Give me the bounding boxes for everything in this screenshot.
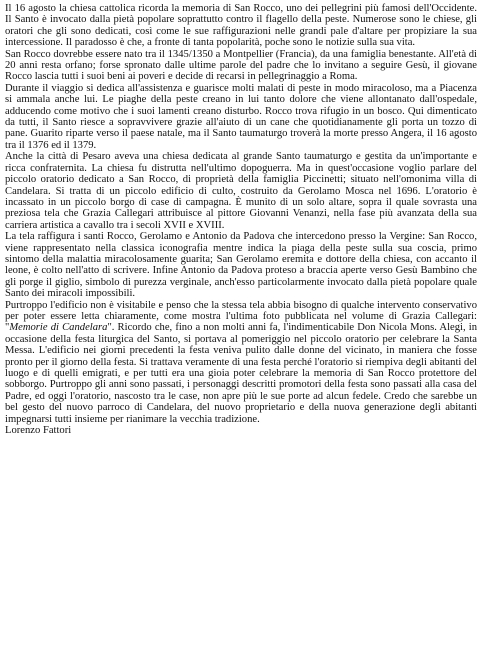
paragraph-journey: Durante il viaggio si dedica all'assistenza e guarisce molti malati di peste in modo miracoloso, ma a Piacenza si ammala anche lui. Le piaghe della peste creano in lui tanto dolore che viene allontanato dall'ospedale, adducendo come motivo che i suoi lamenti creano disturbo. Rocco trova rifugio in un bosco. Qui dimenticato da tutti, il Santo riesce a sopravvivere grazie all'aiuto di un cane che quotidianamente gli porta un tozzo di pane. Guarito riparte verso il paese natale, ma il Santo taumaturgo troverà la morte presso Angera, il 16 agosto tra il 1376 ed il 1379.	[5, 82, 477, 151]
paragraph-painting: La tela raffigura i santi Rocco, Gerolamo e Antonio da Padova che intercedono presso la Vergine: San Rocco, viene rappresentato nella classica iconografia mentre indica la piaga della peste sulla sua coscia, primo sintomo della malattia miracolosamente guarita; San Gerolamo eremita e dottore della chiesa, con accanto il leone, è colto nell'atto di scrivere. Infine Antonio da Padova proteso a braccia aperte verso Gesù Bambino che gli porge il giglio, simbolo di purezza verginale, anch'esso particolarmente invocato dalla pietà popolare quale Santo dei miracoli impossibili.	[5, 231, 477, 300]
tradition-text-end: ". Ricordo che, fino a non molti anni fa, l'indimenticabile Don Nicola Mons. Alegi, in occasione della festa liturgica del Santo, si portava al pomeriggio nel piccolo oratorio per celebrare la Santa Messa. L'edificio nei giorni precedenti la festa veniva pulito dalle donne del vicinato, in maniera che fosse pronto per il giorno della festa. Si trattava veramente di una festa perché l'oratorio si riempiva degli abitanti del luogo e di quelli emigrati, e per tutti era una gioia poter celebrare la memoria di San Rocco protettore del sobborgo. Purtroppo gli anni sono passati, i personaggi descritti promotori della festa sono passati alla casa del Padre, ed oggi l'oratorio, nascosto tra le case, non apre più le sue porte ad alcun fedele. Credo che sarebbe un bel gesto del nuovo parroco di Candelara, del nuovo proprietario e della nuova generazione degli abitanti impegnarsi tutti insieme per rianimare la vecchia tradizione.	[5, 322, 477, 425]
tradition-text-start: Purtroppo l'edificio non è visitabile e penso che la stessa tela abbia bisogno di qualche intervento conservativo per poter essere letta chiaramente, come mostra l'ultima foto pubblicata nel volume di Grazia Callegari: "	[5, 299, 477, 334]
paragraph-oratory: Anche la città di Pesaro aveva una chiesa dedicata al grande Santo taumaturgo e gestita da un'importante e ricca confraternita. La chiesa fu distrutta nell'ultimo dopoguerra. Ma in quest'occasione voglio parlare del piccolo oratorio dedicato a San Rocco, di proprietà della famiglia Piccinetti; situato nell'omonima villa di Candelara. Si tratta di un piccolo edificio di culto, costruito da Gerolamo Mosca nel 1696. L'oratorio è incassato in un piccolo borgo di case di campagna. È munito di un solo altare, sopra il quale sovrasta una preziosa tela che Grazia Callegari attribuisce al pittore Giovanni Venanzi, nella fase più avanzata della sua carriera artistica a cavallo tra i secoli XVII e XVIII.	[5, 151, 477, 231]
paragraph-tradition	[5, 300, 477, 425]
book-title: Memorie di Candelara	[9, 322, 108, 334]
paragraph-intro: Il 16 agosto la chiesa cattolica ricorda la memoria di San Rocco, uno dei pellegrini più famosi dell'Occidente. Il Santo è invocato dalla pietà popolare soprattutto contro il flagello della peste. Numerose sono le chiese, gli oratori che gli sono dedicati, così come le sue raffigurazioni nelle grandi pale d'altare per propiziare la sua intercessione. Il paradosso è che, a fronte di tanta popolarità, poche sono le notizie sulla sua vita.	[5, 3, 477, 49]
paragraph-biography: San Rocco dovrebbe essere nato tra il 1345/1350 a Montpellier (Francia), da una famiglia benestante. All'età di 20 anni resta orfano; forse spronato dalle ultime parole del padre che lo invitano a seguire Gesù, il giovane Rocco lascia tutti i suoi beni ai poveri e decide di recarsi in pellegrinaggio a Roma.	[5, 48, 477, 83]
author-signature: Lorenzo Fattori	[5, 425, 72, 437]
